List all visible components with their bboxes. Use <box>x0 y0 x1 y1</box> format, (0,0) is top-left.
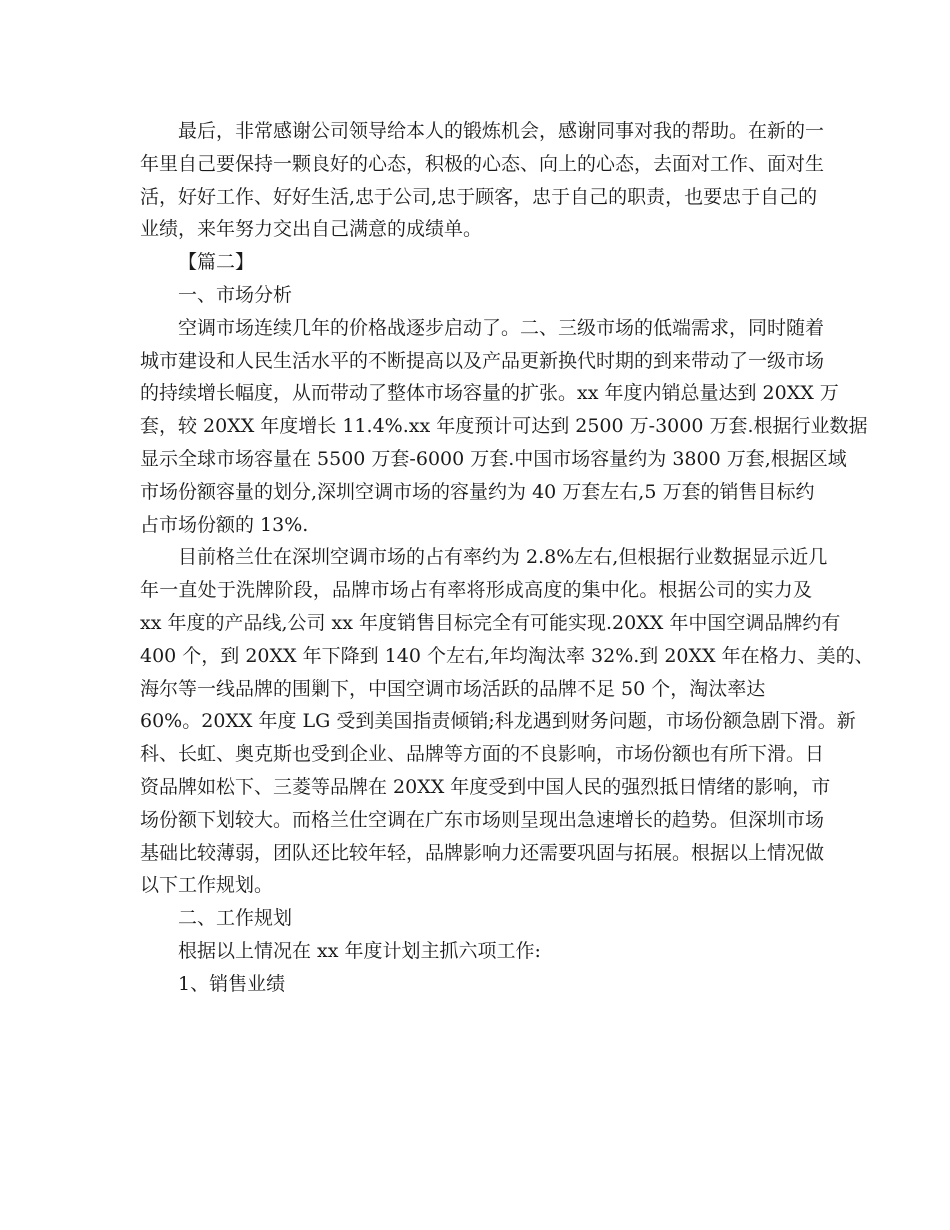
text-line: 场份额下划较大。而格兰仕空调在广东市场则呈现出急速增长的趋势。但深圳市场 <box>140 808 825 831</box>
text-line: 1、销售业绩 <box>178 972 286 995</box>
text-line: 显示全球市场容量在 5500 万套-6000 万套.中国市场容量约为 3800 万套,根据区域 <box>140 447 847 470</box>
text-line: 占市场份额的 13%. <box>140 513 309 536</box>
text-line: 城市建设和人民生活水平的不断提高以及产品更新换代时期的到来带动了一级市场 <box>140 349 825 372</box>
text-line: 基础比较薄弱，团队还比较年轻，品牌影响力还需要巩固与拓展。根据以上情况做 <box>140 841 825 864</box>
text-line: 年一直处于洗牌阶段，品牌市场占有率将形成高度的集中化。根据公司的实力及 <box>140 579 812 602</box>
text-line: 二、工作规划 <box>178 907 293 930</box>
text-line: xx 年度的产品线,公司 xx 年度销售目标完全有可能实现.20XX 年中国空调品牌约有 <box>140 611 841 634</box>
text-line: 400 个，到 20XX 年下降到 140 个左右,年均淘汰率 32%.到 20XX 年在格力、美的、 <box>140 644 874 667</box>
text-line: 海尔等一线品牌的围剿下，中国空调市场活跃的品牌不足 50 个，淘汰率达 <box>140 677 766 700</box>
text-line: 资品牌如松下、三菱等品牌在 20XX 年度受到中国人民的强烈抵日情绪的影响，市 <box>140 775 831 798</box>
text-line: 60%。20XX 年度 LG 受到美国指责倾销;科龙遇到财务问题，市场份额急剧下滑。新 <box>140 710 856 733</box>
document-page <box>140 115 874 1001</box>
text-line: 根据以上情况在 xx 年度计划主抓六项工作: <box>178 939 541 962</box>
text-line: 最后，非常感谢公司领导给本人的锻炼机会，感谢同事对我的帮助。在新的一 <box>178 120 825 142</box>
text-line: 科、长虹、奥克斯也受到企业、品牌等方面的不良影响，市场份额也有所下滑。日 <box>140 743 825 766</box>
text-line: 活，好好工作、好好生活,忠于公司,忠于顾客，忠于自己的职责，也要忠于自己的 <box>140 185 818 208</box>
text-line: 套，较 20XX 年度增长 11.4%.xx 年度预计可达到 2500 万-3000 万套.根据行业数据 <box>140 415 868 438</box>
text-line: 目前格兰仕在深圳空调市场的占有率约为 2.8%左右,但根据行业数据显示近几 <box>178 546 828 569</box>
text-line: 空调市场连续几年的价格战逐步启动了。二、三级市场的低端需求，同时随着 <box>178 316 825 339</box>
text-line: 【篇二】 <box>178 251 255 274</box>
text-line: 业绩，来年努力交出自己满意的成绩单。 <box>140 218 483 241</box>
text-line: 的持续增长幅度，从而带动了整体市场容量的扩张。xx 年度内销总量达到 20XX 万 <box>140 382 839 405</box>
text-line: 市场份额容量的划分,深圳空调市场的容量约为 40 万套左右,5 万套的销售目标约 <box>140 480 815 503</box>
text-line: 一、市场分析 <box>178 283 293 306</box>
text-line: 以下工作规划。 <box>140 874 274 897</box>
text-line: 年里自己要保持一颗良好的心态，积极的心态、向上的心态，去面对工作、面对生 <box>140 152 825 175</box>
